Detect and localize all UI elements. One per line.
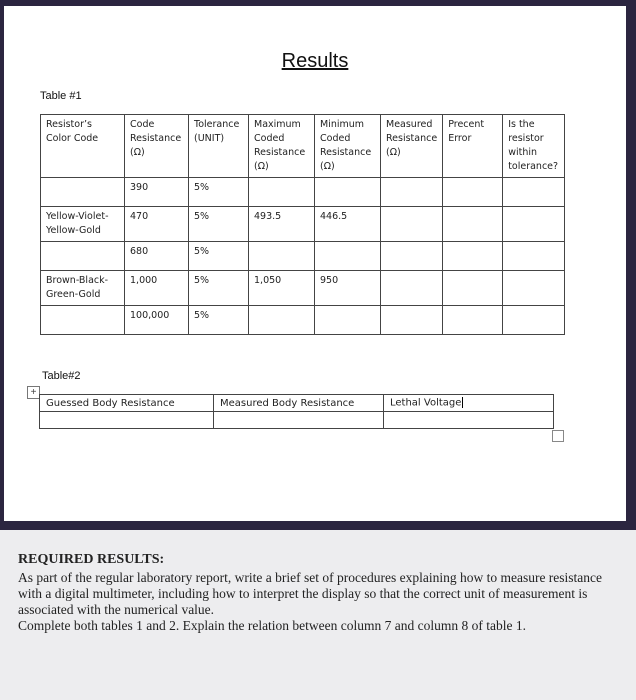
table-cell[interactable]: 680 xyxy=(125,242,189,271)
table-cell[interactable] xyxy=(40,412,214,429)
table-cell[interactable] xyxy=(381,178,443,207)
required-results-heading: REQUIRED RESULTS: xyxy=(18,552,165,567)
table-cell[interactable]: 5% xyxy=(189,178,249,207)
table-cell[interactable] xyxy=(384,412,554,429)
lethal-voltage-label: Lethal Voltage xyxy=(390,397,462,409)
table-cell[interactable]: Brown-Black-Green-Gold xyxy=(41,271,125,306)
header-measured-body-resistance: Measured Body Resistance xyxy=(214,395,384,412)
table-row xyxy=(40,412,554,429)
table-cell[interactable] xyxy=(443,242,503,271)
header-within-tolerance: Is the resistor within tolerance? xyxy=(503,115,565,178)
table-cell[interactable]: 470 xyxy=(125,207,189,242)
table-cell[interactable] xyxy=(249,178,315,207)
table-row xyxy=(41,306,565,335)
header-measured-resistance: Measured Resistance (Ω) xyxy=(381,115,443,178)
table-cell[interactable]: 5% xyxy=(189,306,249,335)
table-cell[interactable] xyxy=(315,178,381,207)
header-percent-error: Precent Error xyxy=(443,115,503,178)
table-cell[interactable] xyxy=(503,242,565,271)
table-cell[interactable] xyxy=(315,242,381,271)
table-cell[interactable] xyxy=(249,306,315,335)
table-cell[interactable] xyxy=(443,306,503,335)
table-cell[interactable]: Yellow-Violet-Yellow-Gold xyxy=(41,207,125,242)
table1-header-row xyxy=(41,115,565,178)
table-row xyxy=(41,242,565,271)
required-results-body xyxy=(18,570,613,634)
table-row xyxy=(41,207,565,242)
table-cell[interactable] xyxy=(443,271,503,306)
table-cell[interactable] xyxy=(503,271,565,306)
header-code-resistance: Code Resistance (Ω) xyxy=(125,115,189,178)
table-cell[interactable] xyxy=(503,207,565,242)
document-page xyxy=(4,6,626,521)
required-results-section xyxy=(0,530,636,700)
table-cell[interactable] xyxy=(381,242,443,271)
text-cursor xyxy=(462,397,463,408)
table1-caption: Table #1 xyxy=(40,90,82,102)
table-cell[interactable]: 390 xyxy=(125,178,189,207)
header-min-resistance: Minimum Coded Resistance (Ω) xyxy=(315,115,381,178)
header-guessed-body-resistance: Guessed Body Resistance xyxy=(40,395,214,412)
table-cell[interactable]: 446.5 xyxy=(315,207,381,242)
table-row xyxy=(41,178,565,207)
table-cell[interactable]: 5% xyxy=(189,207,249,242)
header-lethal-voltage[interactable] xyxy=(384,395,554,412)
table-cell[interactable] xyxy=(249,242,315,271)
table-cell[interactable] xyxy=(315,306,381,335)
table-row xyxy=(41,271,565,306)
table-cell[interactable] xyxy=(503,306,565,335)
table-cell[interactable] xyxy=(214,412,384,429)
table-cell[interactable]: 1,050 xyxy=(249,271,315,306)
table-move-handle-icon[interactable]: + xyxy=(27,386,40,399)
table-cell[interactable]: 5% xyxy=(189,271,249,306)
results-table-1 xyxy=(40,114,565,335)
table-cell[interactable] xyxy=(443,207,503,242)
header-tolerance: Tolerance (UNIT) xyxy=(189,115,249,178)
table-cell[interactable] xyxy=(381,271,443,306)
page-title: Results xyxy=(281,50,349,72)
table-cell[interactable]: 100,000 xyxy=(125,306,189,335)
header-color-code: Resistor’s Color Code xyxy=(41,115,125,178)
table-cell[interactable] xyxy=(41,242,125,271)
table-cell[interactable] xyxy=(41,178,125,207)
table-cell[interactable] xyxy=(381,306,443,335)
table-cell[interactable] xyxy=(503,178,565,207)
results-table-2 xyxy=(39,394,554,429)
table-cell[interactable] xyxy=(381,207,443,242)
table-resize-handle[interactable] xyxy=(552,430,564,442)
table-cell[interactable]: 1,000 xyxy=(125,271,189,306)
table2-caption: Table#2 xyxy=(42,370,81,382)
table-cell[interactable] xyxy=(443,178,503,207)
required-paragraph-1: As part of the regular laboratory report, write a brief set of procedures explaining how to measure resistance with a digital multimeter, including how to interpret the display so that the correct unit of measurement is associated with the numerical value. xyxy=(18,570,603,617)
table2-header-row xyxy=(40,395,554,412)
table-cell[interactable]: 493.5 xyxy=(249,207,315,242)
table-cell[interactable] xyxy=(41,306,125,335)
table-cell[interactable]: 950 xyxy=(315,271,381,306)
header-max-resistance: Maximum Coded Resistance (Ω) xyxy=(249,115,315,178)
required-paragraph-2: Complete both tables 1 and 2. Explain the relation between column 7 and column 8 of table 1. xyxy=(18,618,526,633)
table-cell[interactable]: 5% xyxy=(189,242,249,271)
